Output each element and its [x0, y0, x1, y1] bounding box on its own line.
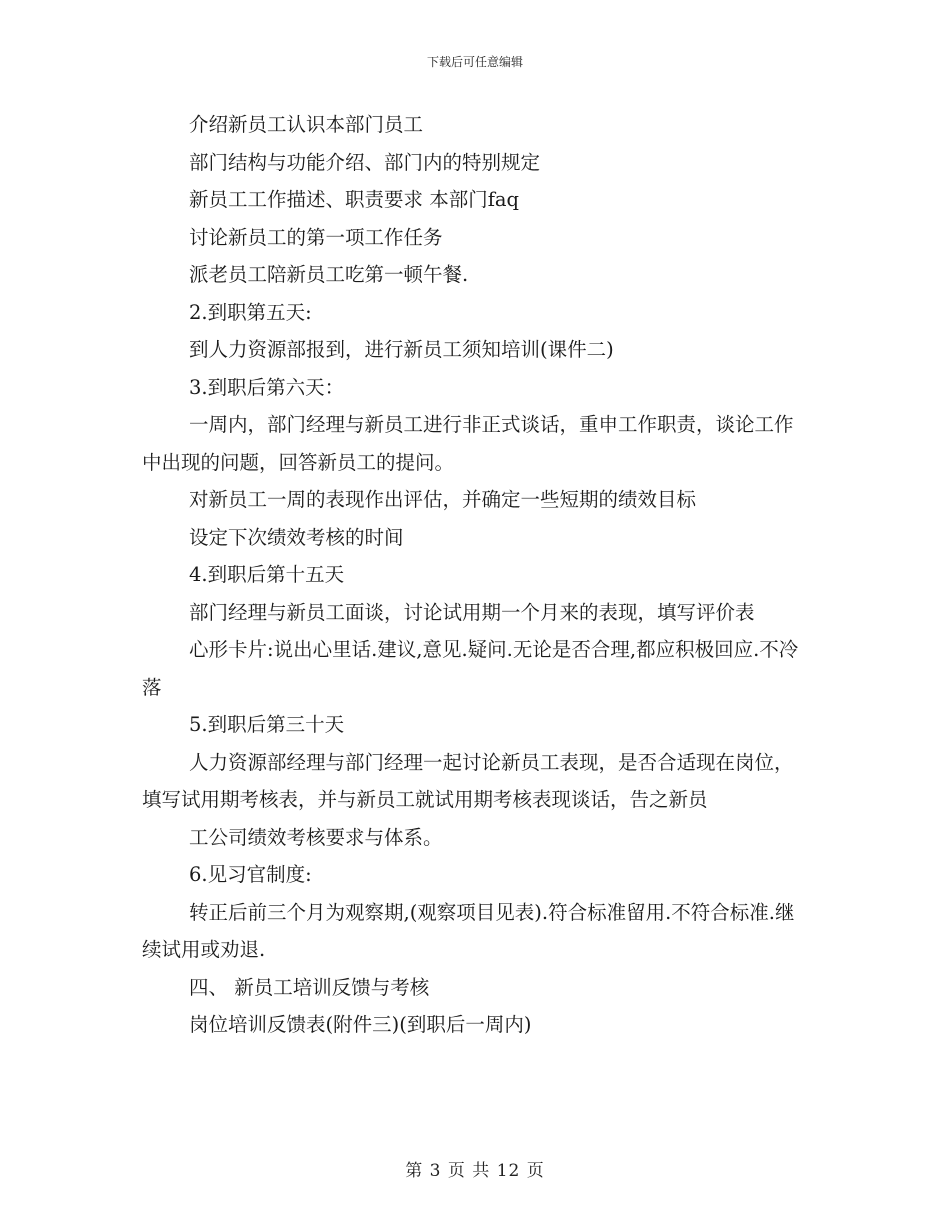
paragraph: 转正后前三个月为观察期,(观察项目见表).符合标准留用.不符合标准.继续试用或劝退. — [142, 900, 795, 961]
page-footer: 第 3 页 共 12 页 — [405, 1161, 545, 1181]
section-heading: 2.到职第五天: — [189, 300, 312, 324]
paragraph: 一周内，部门经理与新员工进行非正式谈话，重申工作职责，谈论工作中出现的问题，回答新员工的提问。 — [142, 413, 794, 474]
paragraph: 新员工工作描述、职责要求 本部门faq — [189, 188, 520, 211]
section-heading: 3.到职后第六天： — [189, 375, 345, 399]
paragraph: 设定下次绩效考核的时间 — [189, 525, 404, 549]
document-body — [142, 106, 810, 1044]
section-heading: 四、 新员工培训反馈与考核 — [189, 975, 430, 999]
page-header: 下载后可任意编辑 — [426, 55, 523, 69]
paragraph: 心形卡片:说出心里话.建议,意见.疑问.无论是否合理,都应积极回应.不冷落 — [142, 638, 799, 699]
paragraph: 介绍新员工认识本部门员工 — [189, 113, 424, 136]
section-heading: 5.到职后第三十天 — [189, 713, 345, 736]
paragraph: 部门经理与新员工面谈，讨论试用期一个月来的表现，填写评价表 — [189, 600, 755, 624]
paragraph: 到人力资源部报到，进行新员工须知培训(课件二) — [189, 338, 614, 361]
paragraph: 派老员工陪新员工吃第一顿午餐. — [189, 263, 469, 286]
section-heading: 6.见习官制度: — [189, 863, 312, 886]
paragraph: 工公司绩效考核要求与体系。 — [189, 825, 443, 849]
paragraph: 讨论新员工的第一项工作任务 — [189, 225, 443, 249]
paragraph: 对新员工一周的表现作出评估，并确定一些短期的绩效目标 — [189, 488, 697, 511]
paragraph: 岗位培训反馈表(附件三)(到职后一周内) — [189, 1013, 532, 1036]
section-heading: 4.到职后第十五天 — [189, 563, 345, 586]
paragraph: 部门结构与功能介绍、部门内的特别规定 — [189, 150, 541, 174]
paragraph: 人力资源部经理与部门经理一起讨论新员工表现，是否合适现在岗位，填写试用期考核表，并与新员工就试用期考核表现谈话，告之新员 — [142, 750, 794, 811]
